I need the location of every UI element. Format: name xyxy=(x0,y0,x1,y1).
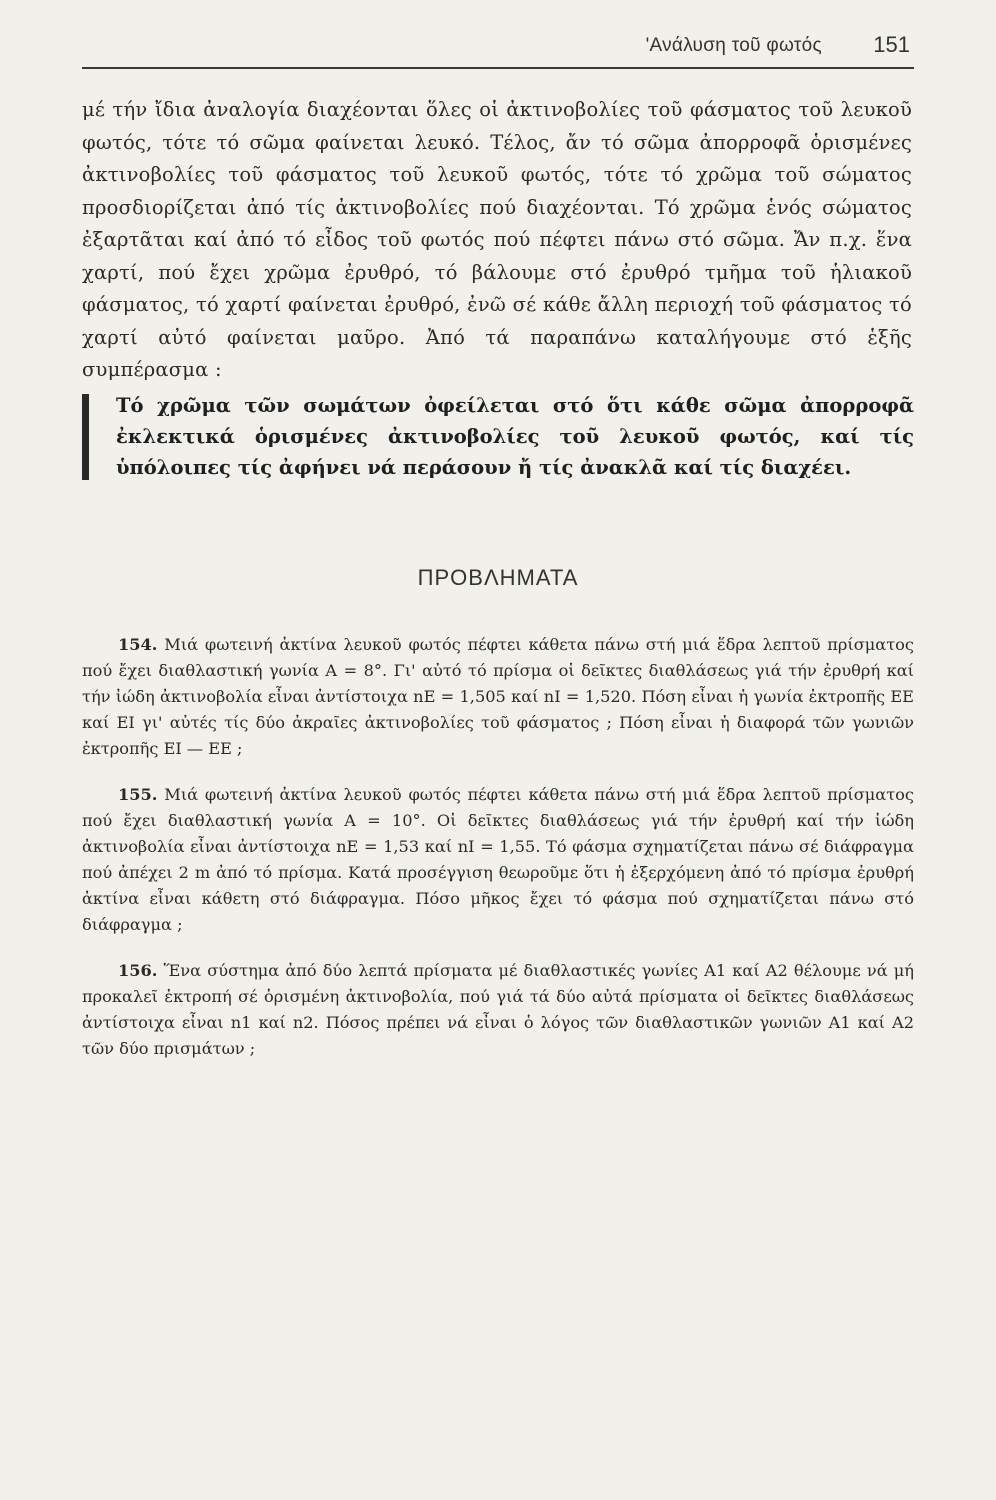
conclusion-marker-bar xyxy=(82,394,89,480)
running-title: 'Ανάλυση τοῦ φωτός xyxy=(645,35,822,56)
problem-number: 155. xyxy=(118,785,158,804)
conclusion-text: Τό χρῶμα τῶν σωμάτων ὀφείλεται στό ὅτι κάθε σῶμα ἀπορροφᾶ ἐκλεκτικά ὁρισμένες ἀκτινοβολίες τοῦ λευκοῦ φωτός, καί τίς ὑπόλοιπες τίς ἀφήνει νά περάσουν ἤ τίς ἀνακλᾶ καί τίς διαχέει. xyxy=(116,394,914,479)
paragraph-text: μέ τήν ἴδια ἀναλογία διαχέονται ὅλες οἱ ἀκτινοβολίες τοῦ φάσματος τοῦ λευκοῦ φωτός, τότε τό σῶμα φαίνεται λευκό. Τέλος, ἄν τό σῶμα ἀπορροφᾶ ὁρισμένες ἀκτινοβολίες τοῦ φάσματος τοῦ λευκοῦ φωτός, τότε τό χρῶμα τοῦ σώματος προσδιορίζεται ἀπό τίς ἀκτινοβολίες πού διαχέονται. Τό χρῶμα ἑνός σώματος ἐξαρτᾶται καί ἀπό τό εἶδος τοῦ φωτός πού πέφτει πάνω στό σῶμα. Ἄν π.χ. ἕνα χαρτί, πού ἔχει χρῶμα ἐρυθρό, τό βάλουμε στό ἐρυθρό τμῆμα τοῦ ἡλιακοῦ φάσματος, τό χαρτί φαίνεται ἐρυθρό, ἐνῶ σέ κάθε ἄλλη περιοχή τοῦ φάσματος τό χαρτί αὐτό φαίνεται μαῦρο. Ἀπό τά παραπάνω καταλήγουμε στό ἑξῆς συμπέρασμα : xyxy=(82,98,912,381)
header-rule xyxy=(82,67,914,69)
section-title: ΠΡΟΒΛΗΜΑΤΑ xyxy=(417,565,579,590)
problem-155 xyxy=(82,782,914,938)
body-paragraph xyxy=(82,94,912,387)
problem-154 xyxy=(82,632,914,762)
page-header xyxy=(82,32,914,62)
conclusion-box xyxy=(82,390,914,483)
problem-156 xyxy=(82,958,914,1062)
problem-text: Μιά φωτεινή ἀκτίνα λευκοῦ φωτός πέφτει κάθετα πάνω στή μιά ἕδρα λεπτοῦ πρίσματος πού ἔχει διαθλαστική γωνία Α = 8°. Γι' αὐτό τό πρίσμα οἱ δεῖκτες διαθλάσεως γιά τήν ἐρυθρή καί τήν ἰώδη ἀκτινοβολία εἶναι ἀντίστοιχα nE = 1,505 καί nI = 1,520. Πόση εἶναι ἡ γωνία ἐκτροπῆς ΕΕ καί ΕΙ γι' αὐτές τίς δύο ἀκραῖες ἀκτινοβολίες τοῦ φάσματος ; Πόση εἶναι ἡ διαφορά τῶν γωνιῶν ἐκτροπῆς ΕΙ — ΕΕ ; xyxy=(82,635,914,758)
problem-number: 154. xyxy=(118,635,158,654)
problem-text: Μιά φωτεινή ἀκτίνα λευκοῦ φωτός πέφτει κάθετα πάνω στή μιά ἕδρα λεπτοῦ πρίσματος πού ἔχει διαθλαστική γωνία Α = 10°. Οἱ δεῖκτες διαθλάσεως γιά τήν ἐρυθρή καί τήν ἰώδη ἀκτινοβολία εἶναι ἀντίστοιχα nE = 1,53 καί nI = 1,55. Τό φάσμα σχηματίζεται πάνω σέ διάφραγμα πού ἀπέχει 2 m ἀπό τό πρίσμα. Κατά προσέγγιση θεωροῦμε ὅτι ἡ ἐξερχόμενη ἀπό τό πρίσμα ἐρυθρή ἀκτίνα εἶναι κάθετη στό διάφραγμα. Πόσο μῆκος ἔχει τό φάσμα πού σχηματίζεται πάνω στό διάφραγμα ; xyxy=(82,785,914,934)
problem-number: 156. xyxy=(118,961,158,980)
problem-text: Ἕνα σύστημα ἀπό δύο λεπτά πρίσματα μέ διαθλαστικές γωνίες Α1 καί Α2 θέλουμε νά μή προκαλεῖ ἐκτροπή σέ ὁρισμένη ἀκτινοβολία, πού γιά τά δύο αὐτά πρίσματα οἱ δεῖκτες διαθλάσεως ἀντίστοιχα εἶναι n1 καί n2. Πόσος πρέπει νά εἶναι ὁ λόγος τῶν διαθλαστικῶν γωνιῶν Α1 καί Α2 τῶν δύο πρισμάτων ; xyxy=(82,961,914,1058)
page-number: 151 xyxy=(873,32,910,57)
